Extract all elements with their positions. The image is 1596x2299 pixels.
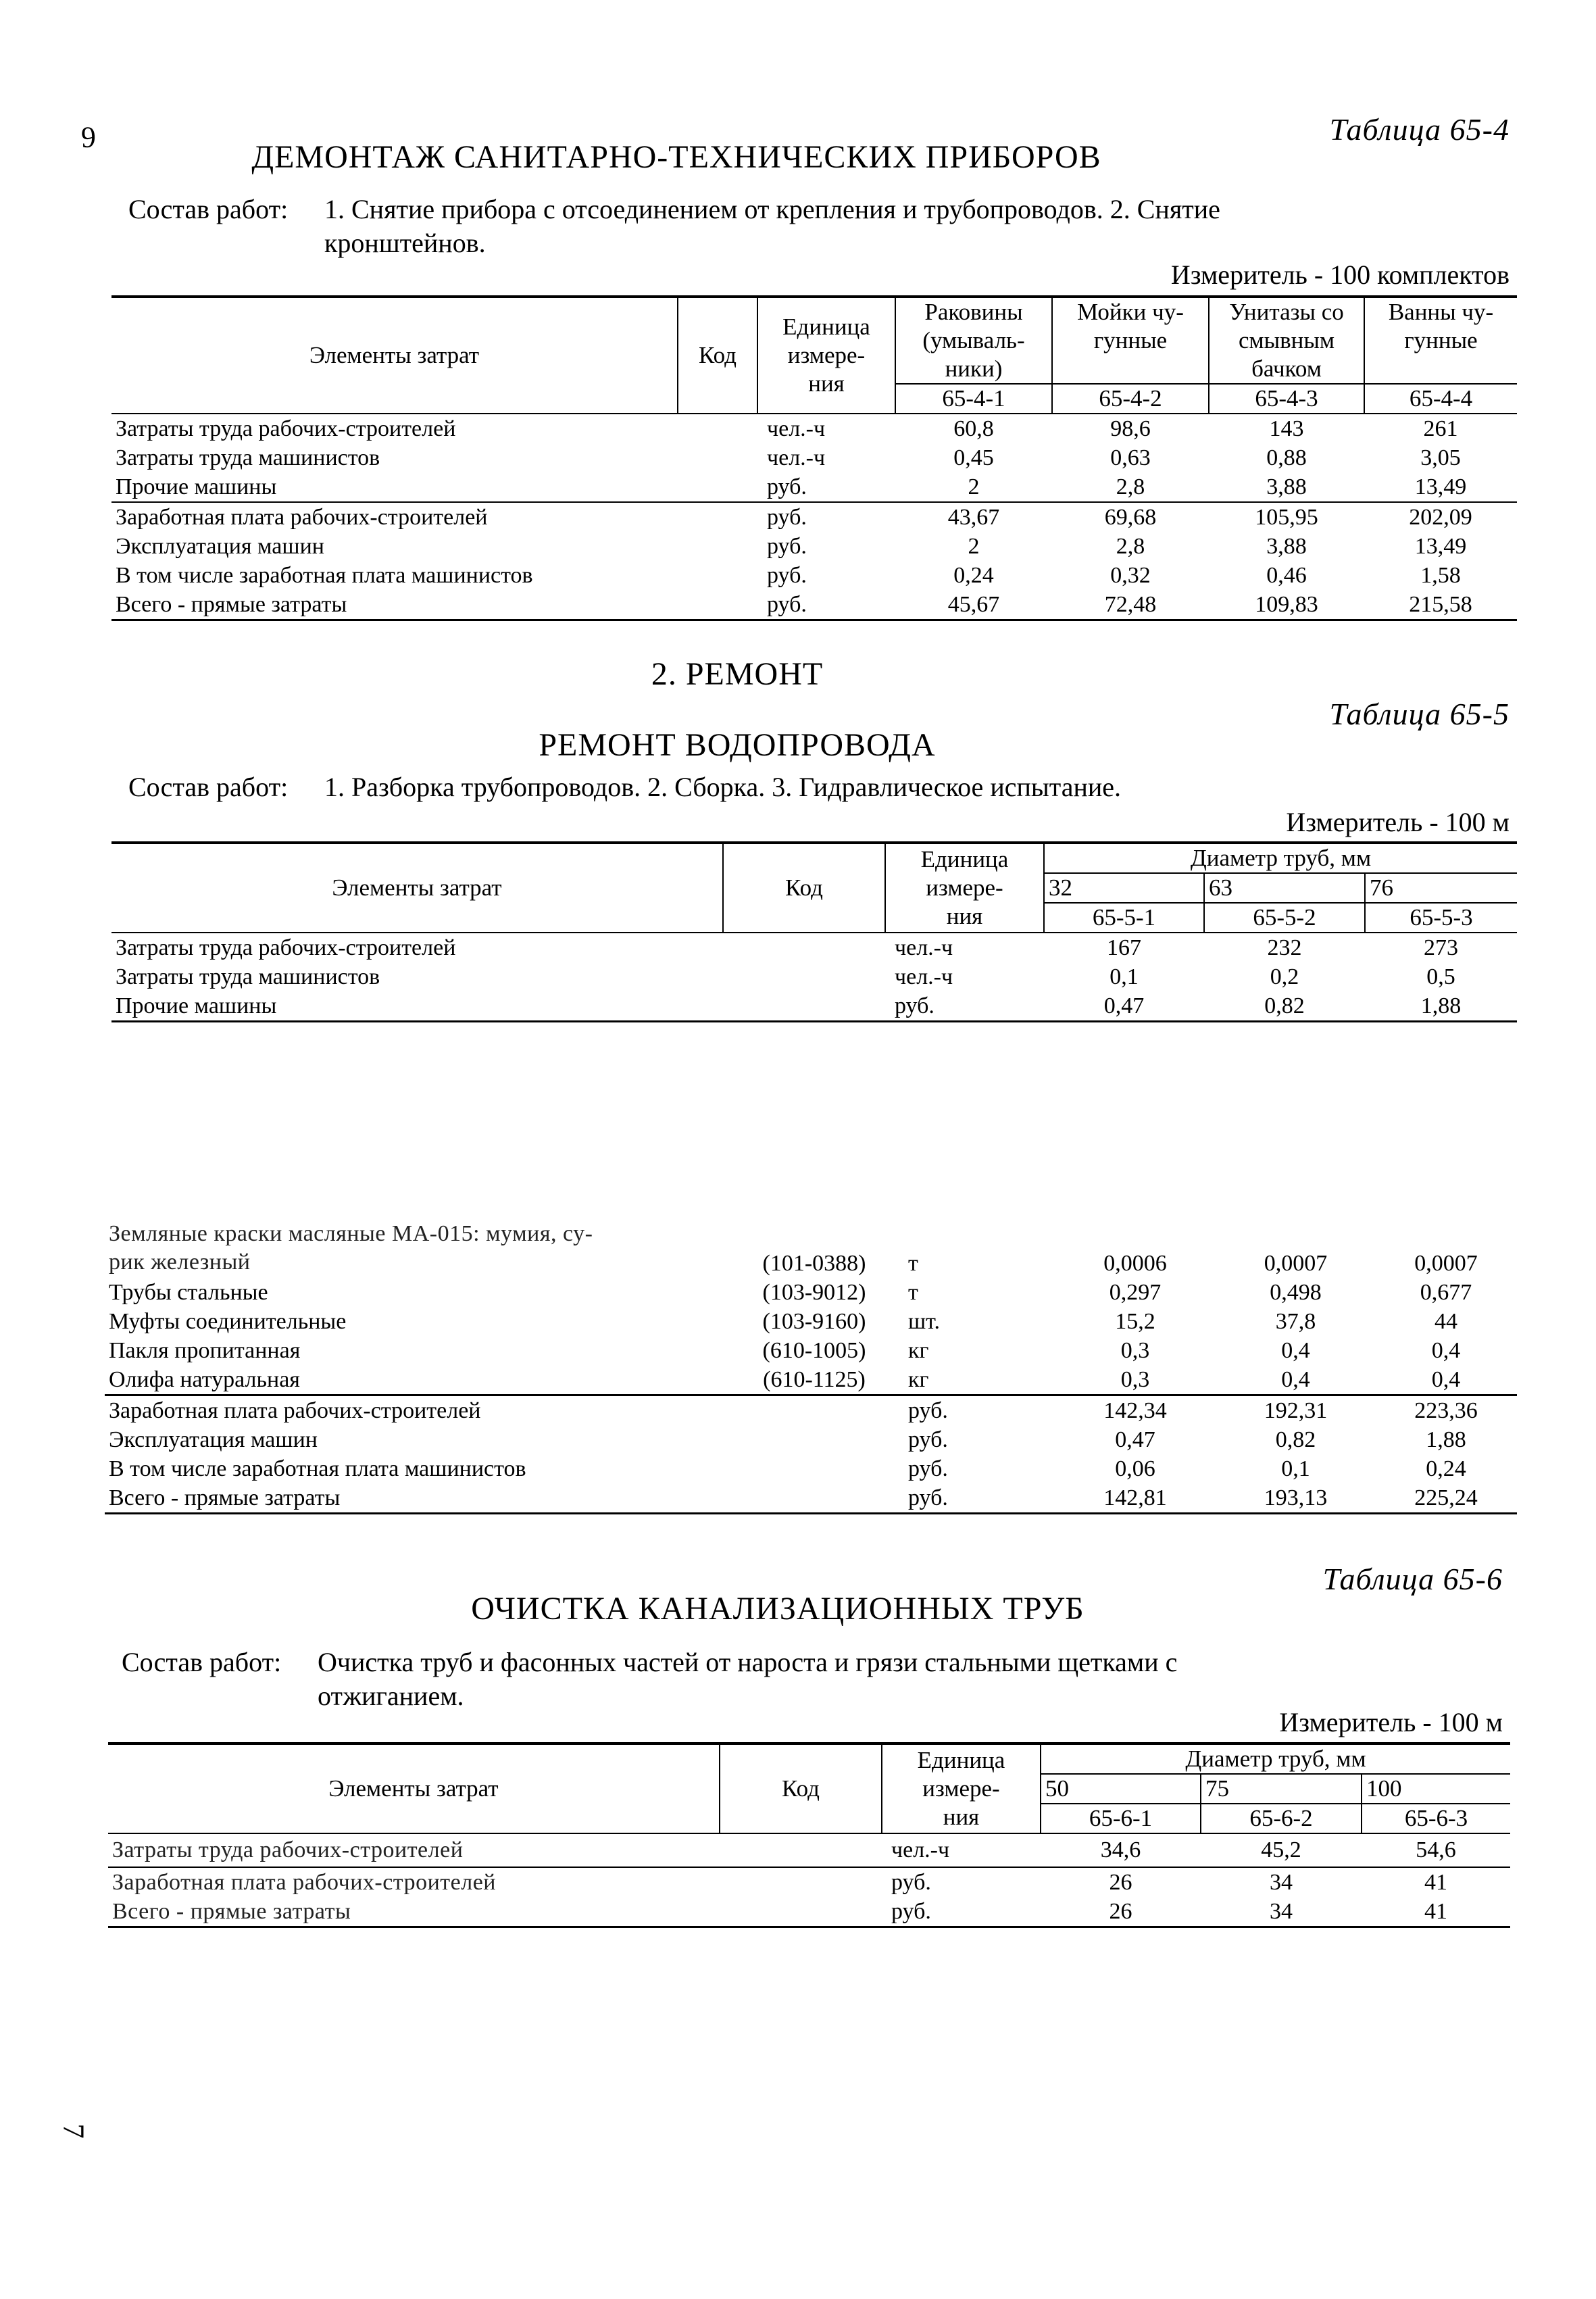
table-row: Трубы стальные (103-9012) т 0,297 0,498 0,677 <box>109 1279 1472 1305</box>
col-diam-32: 32 <box>1044 873 1204 903</box>
col-code-65-5-3: 65-5-3 <box>1365 903 1517 933</box>
col-code-65-4-4: 65-4-4 <box>1364 384 1517 414</box>
table-row: Прочие машины руб. 2 2,8 3,88 13,49 <box>111 472 1517 502</box>
table-row: Земляные краски масляные МА-015: мумия, су- рик железный (101-0388) т 0,0006 0,0007 0,0007 <box>109 1221 1478 1276</box>
table-row: Эксплуатация машин руб. 2 2,8 3,88 13,49 <box>116 533 1467 559</box>
col-sinks: Раковины (умываль- ники) <box>895 297 1052 384</box>
table-row: В том числе заработная плата машинистов руб. 0,06 0,1 0,24 <box>109 1456 1466 1481</box>
measure-unit-65-4: Измеритель - 100 комплектов <box>1170 259 1510 290</box>
composition-text: Очистка труб и фасонных частей от нароста и грязи стальными щетками с <box>318 1647 1178 1677</box>
col-diam-50: 50 <box>1041 1774 1201 1804</box>
work-composition-65-6 <box>122 1646 1514 1713</box>
composition-text: 1. Разборка трубопроводов. 2. Сборка. 3. Гидравлическое испытание. <box>324 772 1122 802</box>
margin-mark-bottom: 7 <box>57 2123 91 2139</box>
col-code: Код <box>720 1744 882 1833</box>
composition-text-cont: кронштейнов. <box>324 228 486 258</box>
table-row: Затраты труда рабочих-строителей чел.-ч 167 232 273 <box>116 935 1459 960</box>
col-cast-iron-sinks: Мойки чу- гунные <box>1052 297 1209 384</box>
table-row: Прочие машины руб. 0,47 0,82 1,88 <box>111 991 1517 1022</box>
col-diam-76: 76 <box>1365 873 1517 903</box>
table-65-4 <box>111 295 1517 621</box>
margin-mark-top: 6 <box>81 121 96 154</box>
col-diameter: Диаметр труб, мм <box>1044 843 1517 873</box>
work-composition-65-4 <box>128 193 1514 260</box>
col-code-65-6-2: 65-6-2 <box>1201 1804 1362 1833</box>
section-heading-water-supply-repair: РЕМОНТ ВОДОПРОВОДА <box>539 727 936 763</box>
col-elements: Элементы затрат <box>111 843 723 933</box>
col-diam-100: 100 <box>1362 1774 1510 1804</box>
col-toilets: Унитазы со смывным бачком <box>1209 297 1364 384</box>
col-code-65-4-2: 65-4-2 <box>1052 384 1209 414</box>
table-65-5-header <box>111 841 1517 1022</box>
table-65-6 <box>108 1742 1510 1928</box>
table-row: Заработная плата рабочих-строителей руб. 142,34 192,31 223,36 <box>105 1395 1517 1426</box>
table-label-65-5: Таблица 65-5 <box>1329 697 1510 731</box>
table-row: Пакля пропитанная (610-1005) кг 0,3 0,4 0,4 <box>109 1337 1461 1363</box>
col-bathtubs: Ванны чу- гунные <box>1364 297 1517 384</box>
col-diameter: Диаметр труб, мм <box>1041 1744 1510 1774</box>
table-row: Эксплуатация машин руб. 0,47 0,82 1,88 <box>109 1427 1466 1452</box>
col-unit: Единица измере- ния <box>885 843 1044 933</box>
work-composition-65-5 <box>128 770 1514 804</box>
table-row: Муфты соединительные (103-9160) шт. 15,2 37,8 44 <box>109 1308 1457 1334</box>
table-row: Всего - прямые затраты руб. 26 34 41 <box>108 1897 1510 1927</box>
composition-label: Состав работ: <box>128 772 289 802</box>
table-row: Затраты труда машинистов чел.-ч 0,45 0,63 0,88 3,05 <box>116 445 1461 470</box>
col-code: Код <box>723 843 885 933</box>
col-unit: Единица измере- ния <box>757 297 895 414</box>
table-row: Олифа натуральная (610-1125) кг 0,3 0,4 0,4 <box>109 1366 1461 1392</box>
table-row: В том числе заработная плата машинистов руб. 0,24 0,32 0,46 1,58 <box>116 562 1461 588</box>
col-elements: Элементы затрат <box>111 297 678 414</box>
col-diam-75: 75 <box>1201 1774 1362 1804</box>
col-code: Код <box>678 297 757 414</box>
col-code-65-4-1: 65-4-1 <box>895 384 1052 414</box>
col-diam-63: 63 <box>1204 873 1365 903</box>
table-row: Заработная плата рабочих-строителей руб. 43,67 69,68 105,95 202,09 <box>116 504 1472 530</box>
section-title-repair: 2. РЕМОНТ <box>651 656 824 692</box>
table-row: Заработная плата рабочих-строителей руб. 26 34 41 <box>112 1869 1448 1895</box>
composition-label: Состав работ: <box>122 1647 282 1677</box>
composition-text: 1. Снятие прибора с отсоединением от крепления и трубопроводов. 2. Снятие <box>324 194 1220 224</box>
col-code-65-6-3: 65-6-3 <box>1362 1804 1510 1833</box>
table-row: Затраты труда рабочих-строителей чел.-ч 60,8 98,6 143 261 <box>116 416 1458 441</box>
composition-text-cont: отжиганием. <box>318 1681 464 1711</box>
col-code-65-6-1: 65-6-1 <box>1041 1804 1201 1833</box>
composition-label: Состав работ: <box>128 194 289 224</box>
measure-unit-65-5: Измеритель - 100 м <box>1286 807 1510 837</box>
col-unit: Единица измере- ния <box>882 1744 1041 1833</box>
table-row: Затраты труда рабочих-строителей чел.-ч 34,6 45,2 54,6 <box>108 1833 1510 1867</box>
table-65-5-materials <box>105 1220 1517 1514</box>
table-label-65-4: Таблица 65-4 <box>1329 112 1510 147</box>
col-code-65-5-2: 65-5-2 <box>1204 903 1365 933</box>
table-row: Всего - прямые затраты руб. 45,67 72,48 109,83 215,58 <box>111 590 1517 620</box>
col-code-65-5-1: 65-5-1 <box>1044 903 1204 933</box>
col-elements: Элементы затрат <box>108 1744 720 1833</box>
table-label-65-6: Таблица 65-6 <box>1322 1562 1503 1596</box>
section-heading-sewer-cleaning: ОЧИСТКА КАНАЛИЗАЦИОННЫХ ТРУБ <box>471 1591 1084 1627</box>
col-code-65-4-3: 65-4-3 <box>1209 384 1364 414</box>
measure-unit-65-6: Измеритель - 100 м <box>1279 1707 1503 1737</box>
table-row: Затраты труда машинистов чел.-ч 0,1 0,2 0,5 <box>116 964 1455 989</box>
table-row: Всего - прямые затраты руб. 142,81 193,13 225,24 <box>105 1483 1517 1514</box>
section-heading-dismantling: ДЕМОНТАЖ САНИТАРНО-ТЕХНИЧЕСКИХ ПРИБОРОВ <box>251 139 1101 175</box>
